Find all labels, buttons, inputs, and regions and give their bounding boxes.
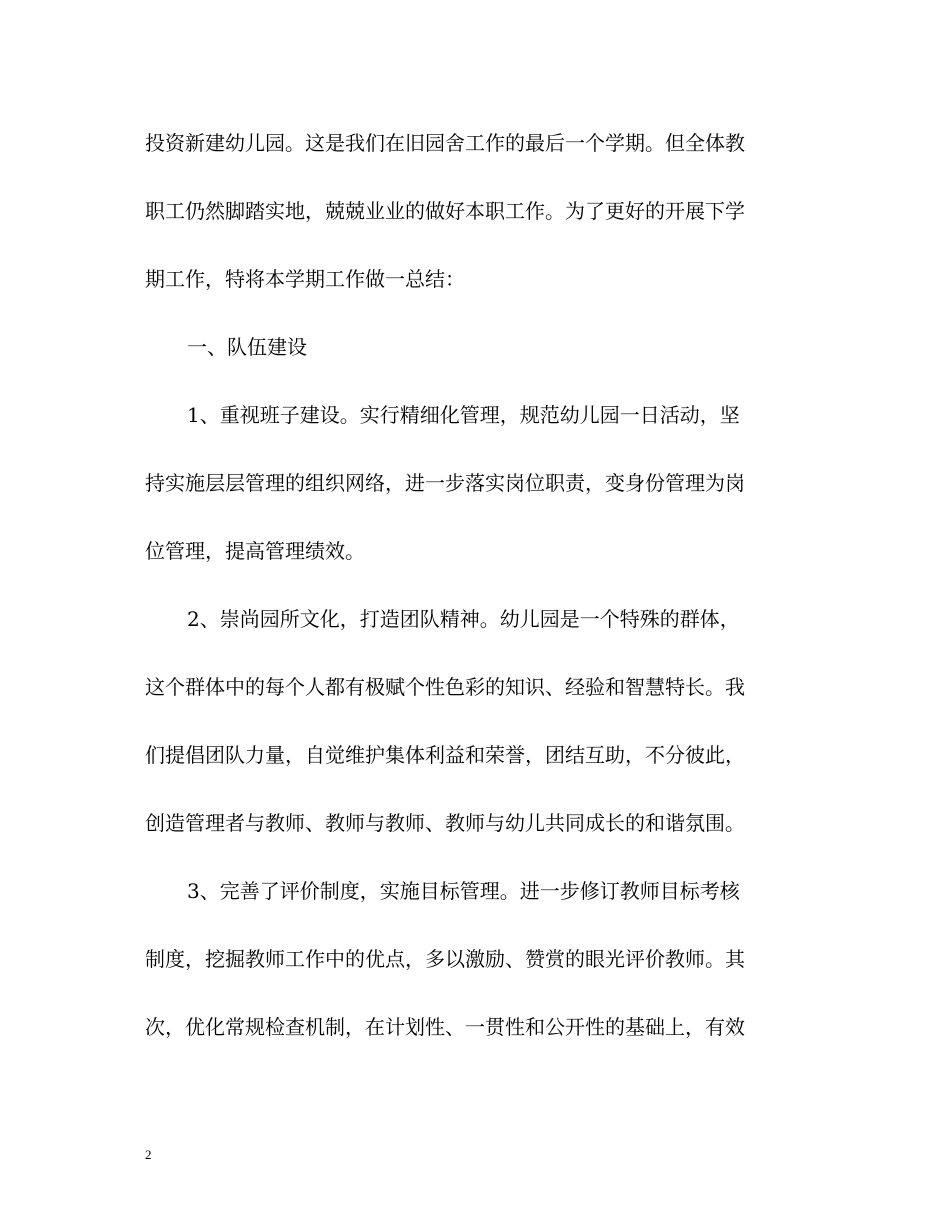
body-text [145, 118, 805, 1070]
text-line: 3、完善了评价制度，实施目标管理。进一步修订教师目标考核 [187, 879, 740, 903]
text-line: 1、重视班子建设。实行精细化管理，规范幼儿园一日活动，坚 [187, 403, 740, 427]
page-number: 2 [145, 1147, 152, 1162]
text-line: 职工仍然脚踏实地，兢兢业业的做好本职工作。为了更好的开展下学 [145, 199, 745, 223]
text-line: 制度，挖掘教师工作中的优点，多以激励、赞赏的眼光评价教师。其 [145, 947, 745, 971]
text-line: 持实施层层管理的组织网络，进一步落实岗位职责，变身份管理为岗 [145, 471, 745, 495]
text-line: 次，优化常规检查机制，在计划性、一贯性和公开性的基础上，有效 [145, 1015, 745, 1039]
text-line: 期工作，特将本学期工作做一总结： [145, 267, 465, 291]
text-line: 2、崇尚园所文化，打造团队精神。幼儿园是一个特殊的群体， [187, 607, 740, 631]
text-line: 们提倡团队力量，自觉维护集体利益和荣誉，团结互助，不分彼此， [145, 743, 745, 767]
text-line: 位管理，提高管理绩效。 [145, 539, 365, 563]
text-line: 创造管理者与教师、教师与教师、教师与幼儿共同成长的和谐氛围。 [145, 811, 745, 835]
section-heading: 一、队伍建设 [187, 335, 307, 359]
text-line: 投资新建幼儿园。这是我们在旧园舍工作的最后一个学期。但全体教 [145, 131, 745, 155]
text-line: 这个群体中的每个人都有极赋个性色彩的知识、经验和智慧特长。我 [145, 675, 745, 699]
